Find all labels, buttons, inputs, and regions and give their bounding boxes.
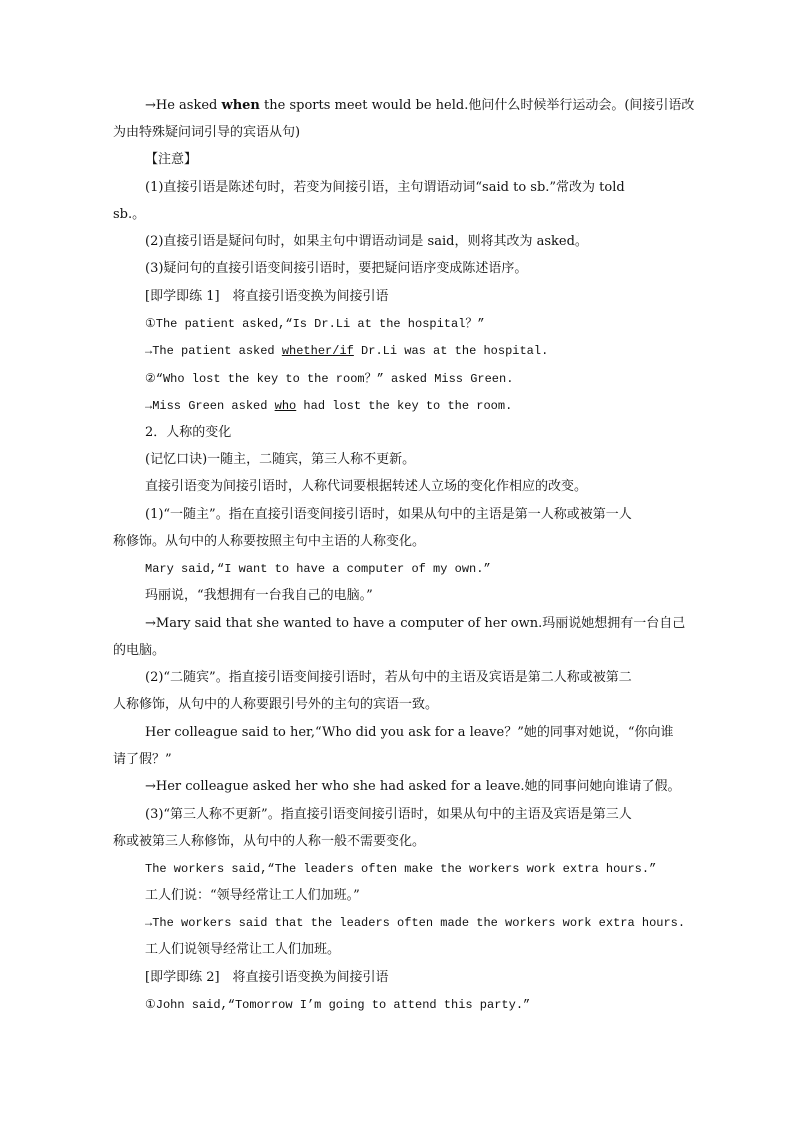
text-line: (2)直接引语是疑问句时，如果主句中谓语动词是 said，则将其改为 asked。 <box>145 234 588 249</box>
text-line: (1)“一随主”。指在直接引语变间接引语时，如果从句中的主语是第一人称或被第一人 <box>145 507 632 522</box>
example-sentence: Her colleague said to her,“Who did you ask for a leave？”她的同事对她说，“你向谁 <box>145 725 674 740</box>
example-sentence: The workers said,“The leaders often make the workers work extra hours.” <box>145 862 657 876</box>
text-line: 工人们说：“领导经常让工人们加班。” <box>145 888 360 903</box>
section-heading: 【注意】 <box>145 152 198 167</box>
text-run: →He asked <box>145 98 222 113</box>
example-sentence: Mary said,“I want to have a computer of my own.” <box>145 562 491 576</box>
text-line: 称修饰。从句中的人称要按照主句中主语的人称变化。 <box>113 534 426 549</box>
section-heading: 2．人称的变化 <box>145 425 232 440</box>
example-sentence: ①John said,“Tomorrow I’m going to attend this party.” <box>145 998 531 1012</box>
example-answer: →Her colleague asked her who she had asked for a leave.她的同事问她向谁请了假。 <box>145 779 681 794</box>
text-run: →Miss Green asked <box>145 399 275 413</box>
answer-blank: whether/if <box>281 344 354 358</box>
exercise-heading: [即学即练 1] 将直接引语变换为间接引语 <box>145 289 389 304</box>
text-run: the sports meet would be held.他问什么时候举行运动会。(间接引语改 <box>259 98 695 113</box>
answer-blank: who <box>274 399 297 413</box>
text-line <box>145 96 717 116</box>
text-line: (3)“第三人称不更新”。指直接引语变间接引语时，如果从句中的主语及宾语是第三人 <box>145 807 632 822</box>
text-line: 请了假？” <box>113 752 172 767</box>
example-sentence: ①The patient asked,“Is Dr.Li at the hospital？” <box>145 317 485 331</box>
example-answer: →Mary said that she wanted to have a computer of her own.玛丽说她想拥有一台自己 <box>145 616 686 631</box>
exercise-heading: [即学即练 2] 将直接引语变换为间接引语 <box>145 970 389 985</box>
text-line: (3)疑问句的直接引语变间接引语时，要把疑问语序变成陈述语序。 <box>145 261 528 276</box>
example-answer <box>145 396 717 416</box>
text-line: 玛丽说，“我想拥有一台我自己的电脑。” <box>145 588 373 603</box>
text-run: →The patient asked <box>145 344 282 358</box>
example-sentence: ②“Who lost the key to the room？” asked Miss Green. <box>145 372 514 386</box>
text-run: had lost the key to the room. <box>296 399 513 413</box>
text-line: 人称修饰，从句中的人称要跟引号外的主句的宾语一致。 <box>113 697 439 712</box>
text-line: (1)直接引语是陈述句时，若变为间接引语，主句谓语动词“said to sb.”常改为 told <box>145 180 625 195</box>
text-line: (2)“二随宾”。指直接引语变间接引语时，若从句中的主语及宾语是第二人称或被第二 <box>145 670 632 685</box>
text-line: 称或被第三人称修饰，从句中的人称一般不需要变化。 <box>113 834 426 849</box>
text-run: Dr.Li was at the hospital. <box>353 344 549 358</box>
emphasis-word: when <box>221 98 260 113</box>
text-line: 工人们说领导经常让工人们加班。 <box>145 942 341 957</box>
text-line: 为由特殊疑问词引导的宾语从句) <box>113 125 301 140</box>
text-line: (记忆口诀)一随主，二随宾，第三人称不更新。 <box>145 452 416 467</box>
text-line: sb.。 <box>113 207 146 222</box>
example-answer <box>145 341 717 361</box>
text-line: 直接引语变为间接引语时，人称代词要根据转述人立场的变化作相应的改变。 <box>145 479 588 494</box>
text-line: 的电脑。 <box>113 643 166 658</box>
example-answer: →The workers said that the leaders often made the workers work extra hours. <box>145 916 686 930</box>
